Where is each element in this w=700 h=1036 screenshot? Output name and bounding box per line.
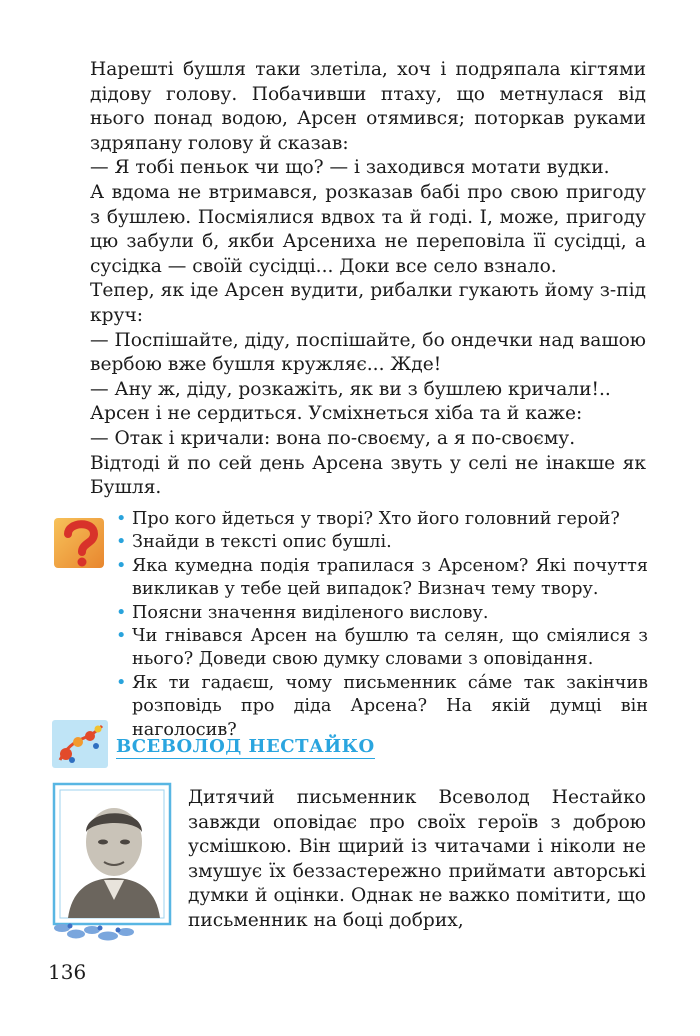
story-paragraph: А вдома не втримався, розказав бабі про свою пригоду з бушлею. Посміялися вдвох та й годі. І, може, пригоду цю забули б, якби Арсениха не переповіла її сусідці, а сусідка — своїй сусідці... Доки все село взнало. [90,181,646,277]
bio-paragraph: Дитячий письменник Всеволод Нестайко завжди оповідає про своїх героїв з доброю усмішкою. Він щирий із читачами і ніколи не змушує їх беззастережно приймати авторські думки й оцінки. Однак не важко помітити, що письменник на боці добрих, [188,787,646,931]
question-item: • Чи гнівався Арсен на бушлю та селян, що сміялися з нього? Доведи свою думку словами з оповідання. [116,626,648,670]
bullet-icon: • [116,509,127,529]
story-paragraph: Тепер, як іде Арсен вудити, рибалки гукають йому з-під круч: [90,280,646,326]
page-number: 136 [48,960,87,984]
author-portrait [48,780,176,945]
flower-ornament-icon [52,720,108,768]
question-item: • Поясни значення виділеного вислову. [116,602,648,625]
question-item: • Про кого йдеться у творі? Хто його головний герой? [116,508,648,531]
story-paragraph: Нарешті бушля таки злетіла, хоч і подряпала кігтями дідову голову. Побачивши птаху, що метнулася від нього понад водою, Арсен отямився; поторкав руками здряпану голову й сказав: [90,59,646,154]
author-bio [188,786,646,934]
question-item: • Яка кумедна подія трапилася з Арсеном? Які почуття викликав у тебе цей випадок? Визнач тему твору. [116,555,648,600]
author-name: ВСЕВОЛОД НЕСТАЙКО [116,736,375,757]
story-paragraph: — Поспішайте, діду, поспішайте, бо ондечки над вашою вербою вже бушля кружляє... Жде! [90,329,646,376]
story-paragraph: Арсен і не сердиться. Усміхнеться хіба та й каже: [90,403,583,425]
bullet-icon: • [116,555,127,576]
story-paragraph: — Ану ж, діду, розкажіть, як ви з бушлею кричали!.. [90,378,611,400]
questions-list [116,508,648,742]
story-text [90,58,646,501]
bullet-icon: • [116,532,127,553]
question-item: • Знайди в тексті опис бушлі. [116,531,648,554]
story-paragraph: Відтоді й по сей день Арсена звуть у селі не інакше як Бушля. [90,452,646,499]
question-item: • Як ти гадаєш, чому письменник са́ме так закінчив розповідь про діда Арсена? На якій думці він наголосив? [116,672,648,740]
author-heading [50,720,650,770]
story-paragraph: — Я тобі пеньок чи що? — і заходився мотати вудки. [90,157,610,179]
story-paragraph: — Отак і кричали: вона по-своєму, а я по-своєму. [90,427,576,449]
bullet-icon: • [116,602,127,623]
bullet-icon: • [116,672,127,693]
question-mark-icon [52,512,108,570]
bullet-icon: • [116,626,127,647]
